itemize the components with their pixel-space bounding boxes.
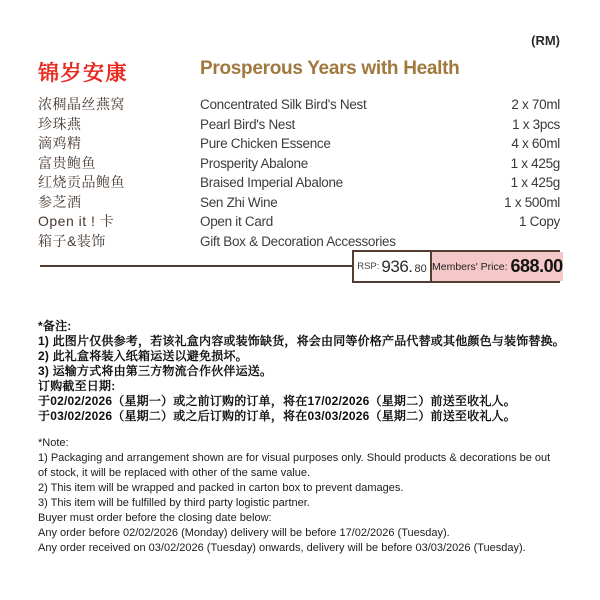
item-qty: 2 x 70ml: [511, 97, 560, 112]
item-name-zh: 滴鸡精: [38, 135, 82, 151]
members-price-amount: 688.00: [510, 256, 563, 276]
page-title-zh: 锦岁安康: [38, 62, 128, 85]
item-name-zh: 浓稠晶丝燕窝: [38, 96, 125, 112]
item-row: [38, 172, 560, 192]
item-qty: 1 x 500ml: [504, 194, 560, 210]
rsp-amount-cents: 80: [414, 262, 427, 275]
note-line-en: Any order received on 03/02/2026 (Tuesday) onwards, delivery will be before 03/03/2026 (Tuesday).: [38, 542, 526, 554]
notes-zh-heading: *备注:: [38, 319, 72, 333]
item-name-zh: 珍珠燕: [38, 115, 82, 132]
item-qty: 1 x 425g: [510, 175, 560, 190]
item-qty: 1 x 425g: [510, 155, 560, 171]
currency-note: (RM): [531, 33, 560, 48]
item-name-en: Sen Zhi Wine: [200, 194, 278, 210]
item-row: [38, 94, 560, 114]
item-name-en: Concentrated Silk Bird's Nest: [200, 97, 367, 112]
note-line-zh: 1) 此图片仅供参考，若该礼盒内容或装饰缺货，将会由同等价格产品代替或其他颜色与装饰替换。: [38, 334, 566, 348]
members-price-section: [430, 252, 563, 281]
item-name-en: Prosperity Abalone: [200, 155, 308, 171]
note-line-zh: 订购截至日期:: [38, 379, 116, 393]
header: [38, 57, 560, 85]
note-line-zh: 3) 运输方式将由第三方物流合作伙伴运送。: [38, 364, 273, 378]
item-name-en: Open it Card: [200, 214, 273, 229]
notes-zh: [38, 319, 578, 424]
note-line-en: 2) This item will be wrapped and packed in carton box to prevent damages.: [38, 482, 404, 494]
items-table: [38, 94, 560, 250]
note-line-en: 1) Packaging and arrangement shown are for visual purposes only. Should products & decorations be out of stock, it will be replaced with other of the same value.: [38, 452, 551, 479]
item-row: [38, 231, 560, 251]
item-name-en: Gift Box & Decoration Accessories: [200, 233, 396, 249]
price-box: [352, 250, 563, 283]
note-line-zh: 于02/02/2026（星期一）或之前订购的订单，将在17/02/2026（星期二）前送至收礼人。: [38, 394, 516, 408]
item-name-zh: 箱子&装饰: [38, 232, 106, 249]
item-row: [38, 153, 560, 173]
item-row: [38, 211, 560, 231]
notes-en-lines: [38, 451, 562, 556]
members-price-label: Members' Price:: [432, 260, 508, 273]
item-row: [38, 133, 560, 153]
note-line-en: Buyer must order before the closing date below:: [38, 512, 272, 524]
rsp-label: RSP:: [357, 261, 380, 272]
item-row: [38, 192, 560, 212]
item-name-en: Pearl Bird's Nest: [200, 116, 296, 132]
price-divider: [40, 265, 352, 267]
note-line-en: 3) This item will be fulfilled by third party logistic partner.: [38, 497, 310, 509]
page-title-en: Prosperous Years with Health: [200, 58, 460, 79]
item-qty: 4 x 60ml: [511, 136, 560, 151]
item-name-en: Braised Imperial Abalone: [200, 175, 343, 190]
note-line-zh: 2) 此礼盒将装入纸箱运送以避免损坏。: [38, 349, 248, 363]
item-qty: 1 Copy: [519, 214, 560, 229]
item-name-en: Pure Chicken Essence: [200, 136, 331, 151]
item-qty: 1 x 3pcs: [512, 116, 560, 132]
item-name-zh: 红烧贡品鲍鱼: [38, 174, 125, 190]
item-name-zh: Open it ! 卡: [38, 213, 115, 229]
notes-en: [38, 436, 562, 556]
rsp-section: [354, 252, 430, 281]
notes-en-heading: *Note:: [38, 437, 69, 449]
notes-zh-lines: [38, 334, 578, 424]
rsp-amount: 936.: [381, 256, 413, 276]
note-line-en: Any order before 02/02/2026 (Monday) delivery will be before 17/02/2026 (Tuesday).: [38, 527, 450, 539]
note-line-zh: 于03/02/2026（星期二）或之后订购的订单，将在03/03/2026（星期二）前送至收礼人。: [38, 409, 516, 423]
item-name-zh: 参芝酒: [38, 193, 82, 210]
item-row: [38, 114, 560, 134]
item-name-zh: 富贵鲍鱼: [38, 154, 96, 171]
